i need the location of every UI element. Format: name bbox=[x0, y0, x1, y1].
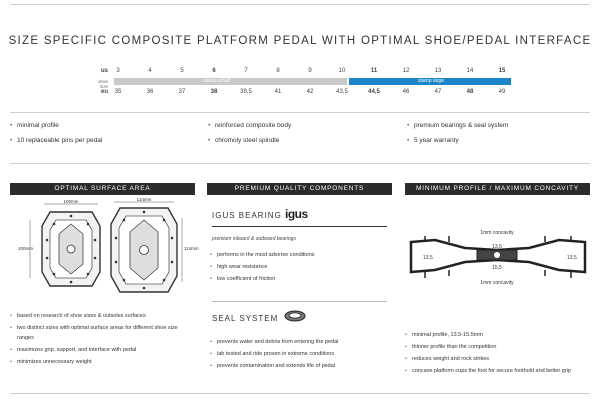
us-size-4: 4 bbox=[148, 68, 152, 74]
dim-small-height: 100mm bbox=[18, 246, 34, 251]
igus-bearing-title: IGUS BEARING bbox=[212, 211, 282, 220]
eu-size-38: 38 bbox=[210, 89, 218, 95]
surface-bullets bbox=[10, 311, 195, 367]
panel-header-surface: OPTIMAL SURFACE AREA bbox=[10, 183, 195, 195]
divider bbox=[10, 112, 590, 113]
page-title: SIZE SPECIFIC COMPOSITE PLATFORM PEDAL WITH OPTIMAL SHOE/PEDAL INTERFACE bbox=[8, 35, 592, 47]
us-label: us bbox=[100, 68, 108, 74]
bullet-item: • concave platform cups the foot for secure foothold and better grip bbox=[405, 366, 595, 376]
features-col-3 bbox=[407, 121, 508, 145]
us-size-13: 13 bbox=[434, 68, 442, 74]
eu-size-36: 36 bbox=[146, 89, 154, 95]
bottom-rule bbox=[10, 393, 590, 394]
eu-size-44-5: 44,5 bbox=[368, 89, 380, 95]
bullet-item: • two distinct sizes with optimal surface areas for different shoe size ranges bbox=[10, 323, 195, 343]
us-size-12: 12 bbox=[402, 68, 410, 74]
dim-center: 13,5 bbox=[492, 244, 502, 250]
eu-size-46: 46 bbox=[402, 89, 410, 95]
panel-header-profile: MINIMUM PROFILE / MAXIMUM CONCAVITY bbox=[405, 183, 590, 195]
us-size-3: 3 bbox=[116, 68, 120, 74]
small-stamp-label: stamp small bbox=[203, 78, 230, 84]
us-size-14: 14 bbox=[466, 68, 474, 74]
dim-large-width: 114mm bbox=[136, 197, 152, 202]
dim-left: 13,5 bbox=[423, 255, 433, 261]
feature-item: • chromoly steel spindle bbox=[208, 136, 291, 145]
bullet-item: • prevents water and debris from entering the pedal bbox=[210, 337, 400, 347]
eu-size-37: 37 bbox=[178, 89, 186, 95]
us-size-15: 15 bbox=[498, 68, 506, 74]
igus-rule bbox=[212, 226, 387, 227]
eu-size-49: 49 bbox=[498, 89, 506, 95]
igus-subtitle: premium inboard & outboard bearings bbox=[212, 236, 296, 242]
feature-item: • 10 replaceable pins per pedal bbox=[10, 136, 102, 145]
profile-bullets bbox=[405, 330, 595, 376]
size-chart bbox=[96, 64, 536, 108]
seal-ring-icon bbox=[283, 309, 307, 323]
profile-drawing bbox=[405, 222, 595, 292]
dim-small-width: 100mm bbox=[63, 199, 79, 204]
pedal-small-drawing bbox=[18, 199, 100, 286]
eu-size-48: 48 bbox=[466, 89, 474, 95]
bullet-item: • maximizes grip, support, and interface with pedal bbox=[10, 345, 195, 355]
top-rule bbox=[10, 4, 590, 5]
us-size-11: 11 bbox=[370, 68, 378, 74]
feature-item: • premium bearings & seal system bbox=[407, 121, 508, 130]
us-size-8: 8 bbox=[276, 68, 280, 74]
large-stamp-label: stamp large bbox=[418, 78, 445, 84]
bullet-item: • reduces weight and rock strikes bbox=[405, 354, 595, 364]
bullet-item: • lab tested and ride proven in extreme conditions bbox=[210, 349, 400, 359]
pedal-large-drawing bbox=[111, 197, 199, 292]
us-size-9: 9 bbox=[308, 68, 312, 74]
eu-size-35: 35 bbox=[114, 89, 122, 95]
eu-size-39-5: 39,5 bbox=[240, 89, 252, 95]
panel2-rule bbox=[212, 301, 387, 302]
eu-label: eu bbox=[100, 89, 108, 95]
features-col-2 bbox=[208, 121, 291, 145]
us-size-7: 7 bbox=[244, 68, 248, 74]
divider bbox=[10, 163, 590, 164]
us-size-10: 10 bbox=[338, 68, 346, 74]
concavity-top: 1mm concavity bbox=[480, 230, 514, 236]
igus-bullets bbox=[210, 250, 395, 284]
seal-bullets bbox=[210, 337, 400, 371]
feature-item: • minimal profile bbox=[10, 121, 102, 130]
us-size-5: 5 bbox=[180, 68, 184, 74]
features-col-1 bbox=[10, 121, 102, 145]
size-bar-small bbox=[114, 78, 347, 85]
dim-right: 13,5 bbox=[567, 255, 577, 261]
igus-logo: igus bbox=[285, 207, 308, 221]
eu-size-43-5: 43,5 bbox=[336, 89, 348, 95]
bullet-item: • performs in the most adverse conditions bbox=[210, 250, 395, 260]
bullet-item: • minimizes unnecessary weight bbox=[10, 357, 195, 367]
dim-large-height: 114mm bbox=[184, 246, 199, 251]
bullet-item: • high wear resistance bbox=[210, 262, 395, 272]
bullet-item: • prevents contamination and extends life of pedal bbox=[210, 361, 400, 371]
eu-size-41: 41 bbox=[274, 89, 282, 95]
panel-header-components: PREMIUM QUALITY COMPONENTS bbox=[207, 183, 392, 195]
bullet-item: • thinner profile than the competition bbox=[405, 342, 595, 352]
feature-item: • reinforced composite body bbox=[208, 121, 291, 130]
bullet-item: • based on research of shoe sizes & outsoles surfaces bbox=[10, 311, 195, 321]
bullet-item: • low coefficient of friction bbox=[210, 274, 395, 284]
feature-item: • 5 year warranty bbox=[407, 136, 508, 145]
bullet-item: • minimal profile, 13.5-15.5mm bbox=[405, 330, 595, 340]
pedal-drawings bbox=[10, 197, 199, 298]
eu-size-42: 42 bbox=[306, 89, 314, 95]
dim-center-2: 15,5 bbox=[492, 265, 502, 271]
seal-system-title: SEAL SYSTEM bbox=[212, 314, 279, 323]
eu-size-47: 47 bbox=[434, 89, 442, 95]
us-size-6: 6 bbox=[212, 68, 216, 74]
shoe-size-label: shoe size bbox=[98, 79, 108, 89]
concavity-bottom: 1mm concavity bbox=[480, 280, 514, 286]
